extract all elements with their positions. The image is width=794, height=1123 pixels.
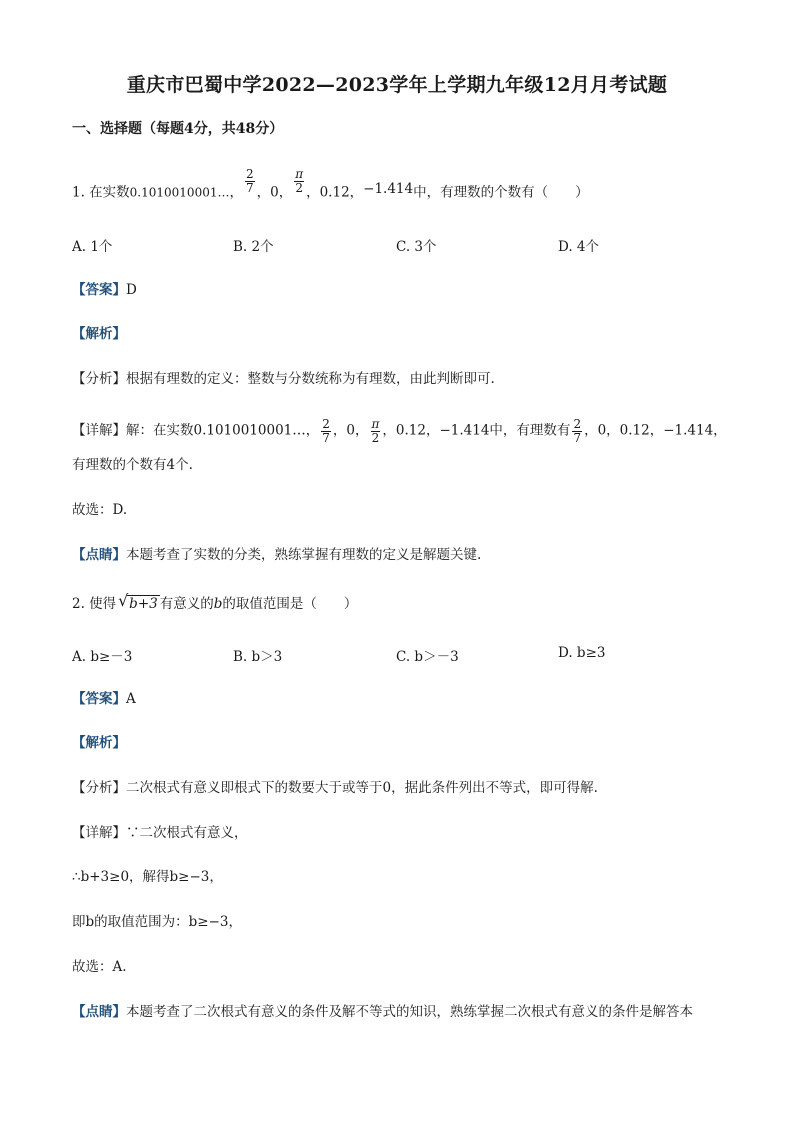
q1-option-a: A. 1个 bbox=[72, 239, 113, 255]
xiangjie-tag: 【详解】 bbox=[72, 422, 126, 439]
section-heading: 一、选择题（每题4分，共48分） bbox=[72, 121, 284, 137]
xiangjie-tag: 【详解】 bbox=[72, 825, 126, 841]
fraction-numerator: 2 bbox=[322, 417, 330, 431]
q1-choose: 故选：D. bbox=[72, 502, 128, 518]
q1-answer bbox=[72, 280, 137, 300]
q2-tail: 的取值范围是（ ） bbox=[222, 596, 358, 612]
q2-fenxi bbox=[72, 778, 598, 798]
q1-dianjing bbox=[72, 545, 481, 565]
q2-step1: ∴b+3≥0，解得b≥−3， bbox=[72, 869, 223, 885]
analysis-tag: 【解析】 bbox=[72, 735, 126, 751]
q1-fraction-2-7 bbox=[245, 168, 255, 194]
q2-step2: 即b的取值范围为：b≥−3， bbox=[72, 914, 242, 930]
answer-tag: 【答案】 bbox=[72, 282, 126, 298]
q1-option-d: D. 4个 bbox=[558, 239, 600, 255]
q1-number: 1. 在实数 bbox=[72, 184, 130, 201]
fenxi-tag: 【分析】 bbox=[72, 780, 126, 796]
xiangjie-fraction-pi-2 bbox=[371, 418, 381, 444]
q1-xiangjie bbox=[72, 418, 727, 444]
xiangjie-fraction-2-7 bbox=[321, 418, 331, 444]
analysis-tag: 【解析】 bbox=[72, 326, 126, 342]
fraction-denominator: 7 bbox=[322, 430, 330, 445]
q1-separator: ，0， bbox=[256, 184, 293, 201]
answer-tag: 【答案】 bbox=[72, 691, 126, 707]
fraction-numerator: π bbox=[371, 417, 380, 431]
q2-option-d: D. b≥3 bbox=[558, 645, 606, 661]
q1-separator: ，0.12， bbox=[306, 184, 364, 201]
fraction-numerator: 2 bbox=[245, 167, 254, 181]
q1-number-a: 0.1010010001… bbox=[129, 185, 230, 200]
dianjing-tag: 【点睛】 bbox=[72, 1004, 126, 1020]
fraction-numerator: π bbox=[295, 167, 304, 181]
question-2 bbox=[72, 591, 358, 614]
q2-number: 2. 使得 bbox=[72, 596, 117, 612]
question-1 bbox=[72, 167, 589, 206]
q2-dianjing bbox=[72, 1002, 693, 1022]
q2-analysis-heading bbox=[72, 733, 126, 753]
q2-option-a: A. b≥－3 bbox=[72, 649, 133, 665]
dianjing-text: 本题考查了二次根式有意义的条件及解不等式的知识，熟练掌握二次根式有意义的条件是解答本 bbox=[126, 1004, 693, 1020]
xiangjie-text: ，0，0.12，−1.414， bbox=[584, 422, 727, 439]
fraction-denominator: 2 bbox=[295, 180, 303, 195]
fenxi-text: 根据有理数的定义：整数与分数统称为有理数，由此判断即可. bbox=[126, 371, 495, 387]
page-title: 重庆市巴蜀中学2022—2023学年上学期九年级12月月考试题 bbox=[126, 74, 668, 96]
sqrt-icon: √ bbox=[118, 591, 129, 610]
q2-sqrt bbox=[118, 591, 160, 614]
xiangjie-text: ，0， bbox=[332, 422, 369, 439]
fenxi-text: 二次根式有意义即根式下的数要大于或等于0，据此条件列出不等式，即可得解. bbox=[126, 780, 598, 796]
q1-number-b: −1.414 bbox=[363, 180, 414, 197]
q2-variable: b bbox=[213, 596, 223, 612]
fenxi-tag: 【分析】 bbox=[72, 371, 126, 387]
q2-answer bbox=[72, 689, 136, 709]
q1-xiangjie-line2: 有理数的个数有4个. bbox=[72, 457, 193, 473]
xiangjie-fraction-2-7b bbox=[572, 418, 582, 444]
xiangjie-text: 解：在实数0.1010010001…， bbox=[126, 422, 320, 439]
q1-tail: 中，有理数的个数有（ ） bbox=[413, 184, 589, 201]
dianjing-text: 本题考查了实数的分类，熟练掌握有理数的定义是解题关键. bbox=[126, 547, 482, 563]
sqrt-radicand: b+3 bbox=[129, 596, 158, 612]
q1-separator: ， bbox=[229, 184, 243, 201]
dianjing-tag: 【点睛】 bbox=[72, 547, 126, 563]
q1-fenxi bbox=[72, 369, 495, 389]
fraction-denominator: 7 bbox=[245, 180, 254, 195]
xiangjie-text: ∵二次根式有意义， bbox=[126, 825, 248, 841]
q1-fraction-pi-2 bbox=[294, 168, 304, 194]
fraction-denominator: 2 bbox=[371, 430, 380, 445]
fraction-denominator: 7 bbox=[573, 430, 582, 445]
answer-value: D bbox=[126, 282, 137, 298]
q2-option-b: B. b＞3 bbox=[233, 649, 283, 665]
q2-text: 有意义的 bbox=[159, 596, 214, 612]
q1-analysis-heading bbox=[72, 324, 126, 344]
q2-xiangjie bbox=[72, 823, 248, 843]
q2-choose: 故选：A. bbox=[72, 959, 127, 975]
q1-option-c: C. 3个 bbox=[396, 239, 437, 255]
q1-option-b: B. 2个 bbox=[233, 239, 274, 255]
answer-value: A bbox=[126, 691, 136, 707]
fraction-numerator: 2 bbox=[573, 417, 582, 431]
q2-option-c: C. b＞－3 bbox=[396, 649, 459, 665]
xiangjie-text: ，0.12，−1.414中，有理数有 bbox=[382, 422, 571, 439]
